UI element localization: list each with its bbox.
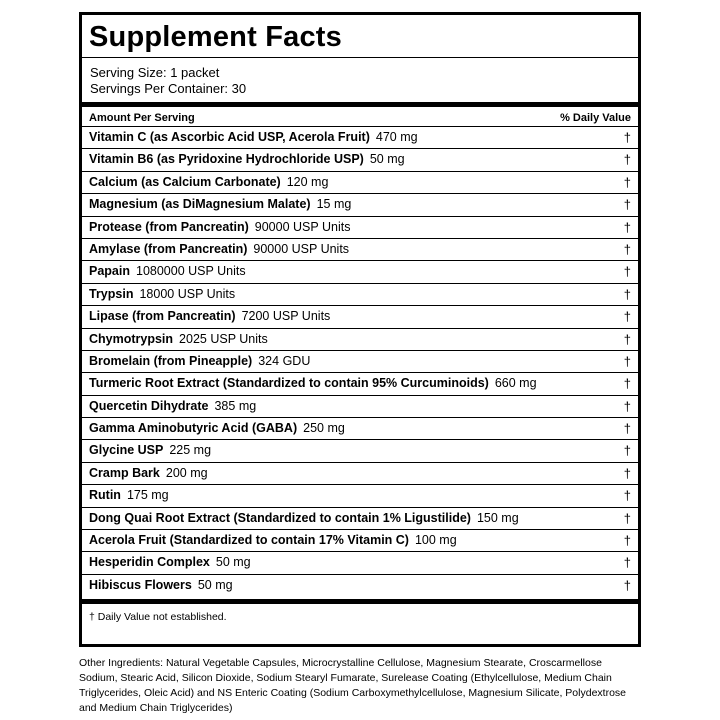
nutrient-name [89,351,310,372]
daily-value-dagger: † [623,286,631,302]
nutrient-name [89,194,351,215]
nutrient-amount: 50 mg [369,152,405,167]
servings-per-container: Servings Per Container: 30 [90,81,247,96]
table-row [82,216,638,238]
table-row [82,574,638,596]
table-row [82,350,638,372]
daily-value-dagger: † [623,398,631,414]
nutrient-amount: 175 mg [126,488,169,503]
nutrient-label: Cramp Bark [89,465,160,480]
nutrient-name [89,552,251,573]
table-header [89,110,631,126]
nutrient-label: Vitamin B6 (as Pyridoxine Hydrochloride USP) [89,152,364,167]
nutrient-label: Hibiscus Flowers [89,577,192,592]
nutrient-amount: 324 GDU [258,353,311,368]
table-row [82,462,638,484]
nutrient-label: Rutin [89,488,121,503]
daily-value-dagger: † [623,465,631,481]
table-row [82,417,638,439]
nutrient-name [89,373,537,394]
daily-value-dagger: † [623,577,631,593]
nutrient-name [89,530,457,551]
daily-value-dagger: † [623,197,631,213]
nutrient-label: Chymotrypsin [89,331,174,346]
nutrient-name [89,127,418,148]
nutrient-amount: 1080000 USP Units [136,264,246,279]
nutrient-label: Magnesium (as DiMagnesium Malate) [89,197,311,212]
nutrient-amount: 2025 USP Units [179,331,268,346]
table-row [82,193,638,215]
nutrient-name [89,172,328,193]
nutrient-label: Protease (from Pancreatin) [89,219,249,234]
nutrient-label: Turmeric Root Extract (Standardized to contain 95% Curcuminoids) [89,376,489,391]
table-row [82,529,638,551]
daily-value-dagger: † [623,488,631,504]
daily-value-dagger: † [623,309,631,325]
nutrient-name [89,508,519,529]
daily-value-dagger: † [623,443,631,459]
nutrient-amount: 18000 USP Units [139,286,236,301]
nutrient-label: Calcium (as Calcium Carbonate) [89,174,281,189]
daily-value-dagger: † [623,219,631,235]
panel-title: Supplement Facts [89,21,342,53]
amount-per-serving-label: Amount Per Serving [89,112,195,124]
nutrient-name [89,418,345,439]
nutrient-name [89,463,208,484]
table-row [82,126,638,148]
nutrient-amount: 660 mg [494,376,537,391]
daily-value-dagger: † [623,331,631,347]
nutrient-name [89,306,330,327]
nutrient-name [89,284,235,305]
daily-value-dagger: † [623,376,631,392]
table-row [82,148,638,170]
table-row [82,260,638,282]
nutrient-name [89,239,349,260]
nutrient-amount: 385 mg [214,398,257,413]
table-row [82,507,638,529]
nutrient-name [89,329,268,350]
table-row [82,238,638,260]
nutrient-amount: 90000 USP Units [254,219,351,234]
nutrient-amount: 225 mg [169,443,212,458]
nutrient-label: Dong Quai Root Extract (Standardized to contain 1% Ligustilide) [89,510,471,525]
nutrient-label: Lipase (from Pancreatin) [89,309,236,324]
nutrient-label: Acerola Fruit (Standardized to contain 17% Vitamin C) [89,533,409,548]
table-row [82,328,638,350]
nutrient-name [89,217,350,238]
nutrient-label: Bromelain (from Pineapple) [89,353,253,368]
footer-thick-divider [82,599,638,604]
daily-value-dagger: † [623,152,631,168]
nutrient-label: Trypsin [89,286,134,301]
daily-value-dagger: † [623,510,631,526]
nutrient-label: Gamma Aminobutyric Acid (GABA) [89,421,298,436]
table-row [82,551,638,573]
title-divider [82,57,638,58]
other-ingredients: Other Ingredients: Natural Vegetable Capsules, Microcrystalline Cellulose, Magnesium Stearate, Croscarmellose Sodium, Stearic Acid, Silicon Dioxide, Sodium Stearyl Fumarate, Surelease Coating (Ethylcellulose, Medium Chain Triglycerides, Oleic Acid) and NS Enteric Coating (Sodium Carboxymethylcellulose, Magnesium Silicate, Polydextrose and Medium Chain Triglycerides) [79,657,627,714]
nutrient-label: Amylase (from Pancreatin) [89,241,248,256]
footnote: † Daily Value not established. [89,611,227,623]
serving-size: Serving Size: 1 packet [90,65,220,80]
daily-value-label: % Daily Value [560,112,631,124]
nutrient-amount: 90000 USP Units [253,241,350,256]
nutrient-rows [82,126,638,596]
daily-value-dagger: † [623,555,631,571]
nutrient-name [89,575,233,596]
table-row [82,372,638,394]
table-row [82,171,638,193]
table-row [82,395,638,417]
daily-value-dagger: † [623,174,631,190]
nutrient-amount: 100 mg [414,533,457,548]
nutrient-label: Papain [89,264,130,279]
daily-value-dagger: † [623,533,631,549]
nutrient-name [89,261,246,282]
table-row [82,305,638,327]
table-row [82,484,638,506]
nutrient-amount: 7200 USP Units [241,309,331,324]
nutrient-amount: 50 mg [215,555,251,570]
nutrient-name [89,396,256,417]
nutrient-amount: 50 mg [197,577,233,592]
nutrient-name [89,485,169,506]
nutrient-label: Hesperidin Complex [89,555,210,570]
daily-value-dagger: † [623,241,631,257]
nutrient-label: Quercetin Dihydrate [89,398,209,413]
nutrient-label: Vitamin C (as Ascorbic Acid USP, Acerola Fruit) [89,130,370,144]
daily-value-dagger: † [623,421,631,437]
nutrient-amount: 120 mg [286,174,329,189]
header-thick-divider [82,102,638,107]
nutrient-amount: 150 mg [476,510,519,525]
nutrient-label: Glycine USP [89,443,164,458]
table-row [82,283,638,305]
nutrient-name [89,440,211,461]
daily-value-dagger: † [623,353,631,369]
supplement-facts-panel [79,12,641,647]
nutrient-amount: 200 mg [165,465,208,480]
table-row [82,439,638,461]
nutrient-amount: 250 mg [303,421,345,436]
nutrient-name [89,149,405,170]
daily-value-dagger: † [623,264,631,280]
nutrient-amount: 470 mg [375,130,418,144]
daily-value-dagger: † [623,130,631,145]
nutrient-amount: 15 mg [316,197,352,212]
